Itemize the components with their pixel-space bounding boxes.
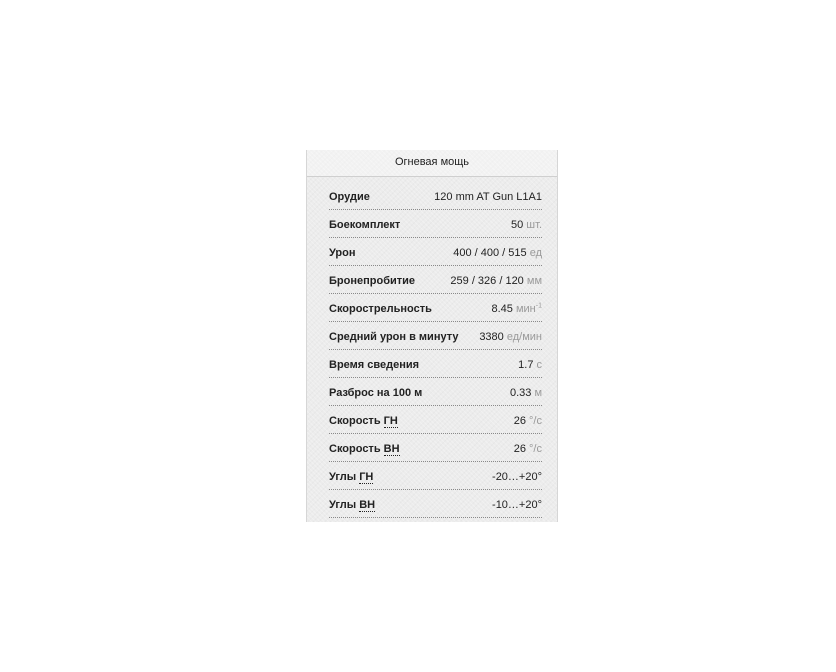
- stat-number: 50: [510, 218, 524, 231]
- stat-label: Средний урон в минуту: [329, 330, 459, 343]
- stat-value: [514, 441, 542, 455]
- stat-number: 26: [513, 414, 526, 427]
- stat-number: -20…+20°: [492, 470, 542, 483]
- stat-label: Боекомплект: [329, 218, 401, 231]
- stat-value: [491, 301, 542, 315]
- stat-label-abbr[interactable]: ВН: [383, 442, 400, 455]
- stat-label: Урон: [329, 246, 356, 259]
- stat-label: Бронепробитие: [329, 274, 416, 287]
- stat-label: Орудие: [329, 190, 370, 203]
- stats-list: [329, 182, 542, 518]
- stat-row-elevation-speed: [329, 434, 542, 462]
- stat-row-ammo: [329, 210, 542, 238]
- stat-value: [453, 245, 542, 259]
- stat-label: [329, 469, 373, 483]
- stat-value: [492, 497, 542, 511]
- stat-label-prefix: Углы: [329, 498, 357, 511]
- stat-label-abbr[interactable]: ГН: [383, 414, 398, 427]
- stat-value: [518, 357, 542, 371]
- stat-label: [329, 413, 398, 427]
- stat-value: [511, 217, 542, 231]
- stat-label-prefix: Скорость: [329, 414, 381, 427]
- stat-label: [329, 497, 375, 511]
- stat-number: 1.7: [518, 358, 534, 371]
- stat-label: [329, 441, 400, 455]
- stat-value: [510, 385, 542, 399]
- stat-label-prefix: Скорость: [329, 442, 381, 455]
- stat-number: 8.45: [491, 302, 513, 315]
- stat-unit: ед: [529, 246, 542, 259]
- stat-row-traverse-speed: [329, 406, 542, 434]
- stat-unit: °/с: [529, 414, 542, 427]
- stat-unit-exponent: -1: [535, 301, 542, 309]
- stat-row-gun: [329, 182, 542, 210]
- stat-unit: мм: [526, 274, 542, 287]
- stat-label: Время сведения: [329, 358, 420, 371]
- stat-row-dpm: [329, 322, 542, 350]
- stat-value: [514, 413, 542, 427]
- stat-row-penetration: [329, 266, 542, 294]
- stat-number: 120 mm AT Gun L1A1: [434, 190, 542, 203]
- stat-row-damage: [329, 238, 542, 266]
- stat-row-traverse-angles: [329, 462, 542, 490]
- stat-label: Скорострельность: [329, 302, 432, 315]
- stat-label-abbr[interactable]: ГН: [359, 470, 374, 483]
- stat-number: 400 / 400 / 515: [453, 246, 527, 259]
- stat-number: 26: [513, 442, 526, 455]
- stat-row-elevation-angles: [329, 490, 542, 518]
- stat-row-rate-of-fire: [329, 294, 542, 322]
- stat-label: Разброс на 100 м: [329, 386, 423, 399]
- panel-title: Огневая мощь: [307, 150, 557, 177]
- stat-unit: °/с: [529, 442, 542, 455]
- stat-value: [479, 329, 542, 343]
- stat-unit: мин: [515, 302, 536, 315]
- stat-number: 0.33: [509, 386, 532, 399]
- stat-value: [450, 273, 542, 287]
- stat-value: [492, 469, 542, 483]
- firepower-panel: [306, 150, 558, 522]
- stat-unit: с: [536, 358, 542, 371]
- stat-unit: ед/мин: [506, 330, 542, 343]
- stat-label-abbr[interactable]: ВН: [359, 498, 376, 511]
- stat-unit: шт.: [526, 218, 542, 231]
- stat-number: 3380: [479, 330, 504, 343]
- stat-unit: м: [534, 386, 542, 399]
- stat-row-aim-time: [329, 350, 542, 378]
- stat-value: [434, 189, 542, 203]
- stat-row-dispersion: [329, 378, 542, 406]
- stat-label-prefix: Углы: [329, 470, 357, 483]
- stat-number: -10…+20°: [492, 498, 542, 511]
- stat-number: 259 / 326 / 120: [450, 274, 524, 287]
